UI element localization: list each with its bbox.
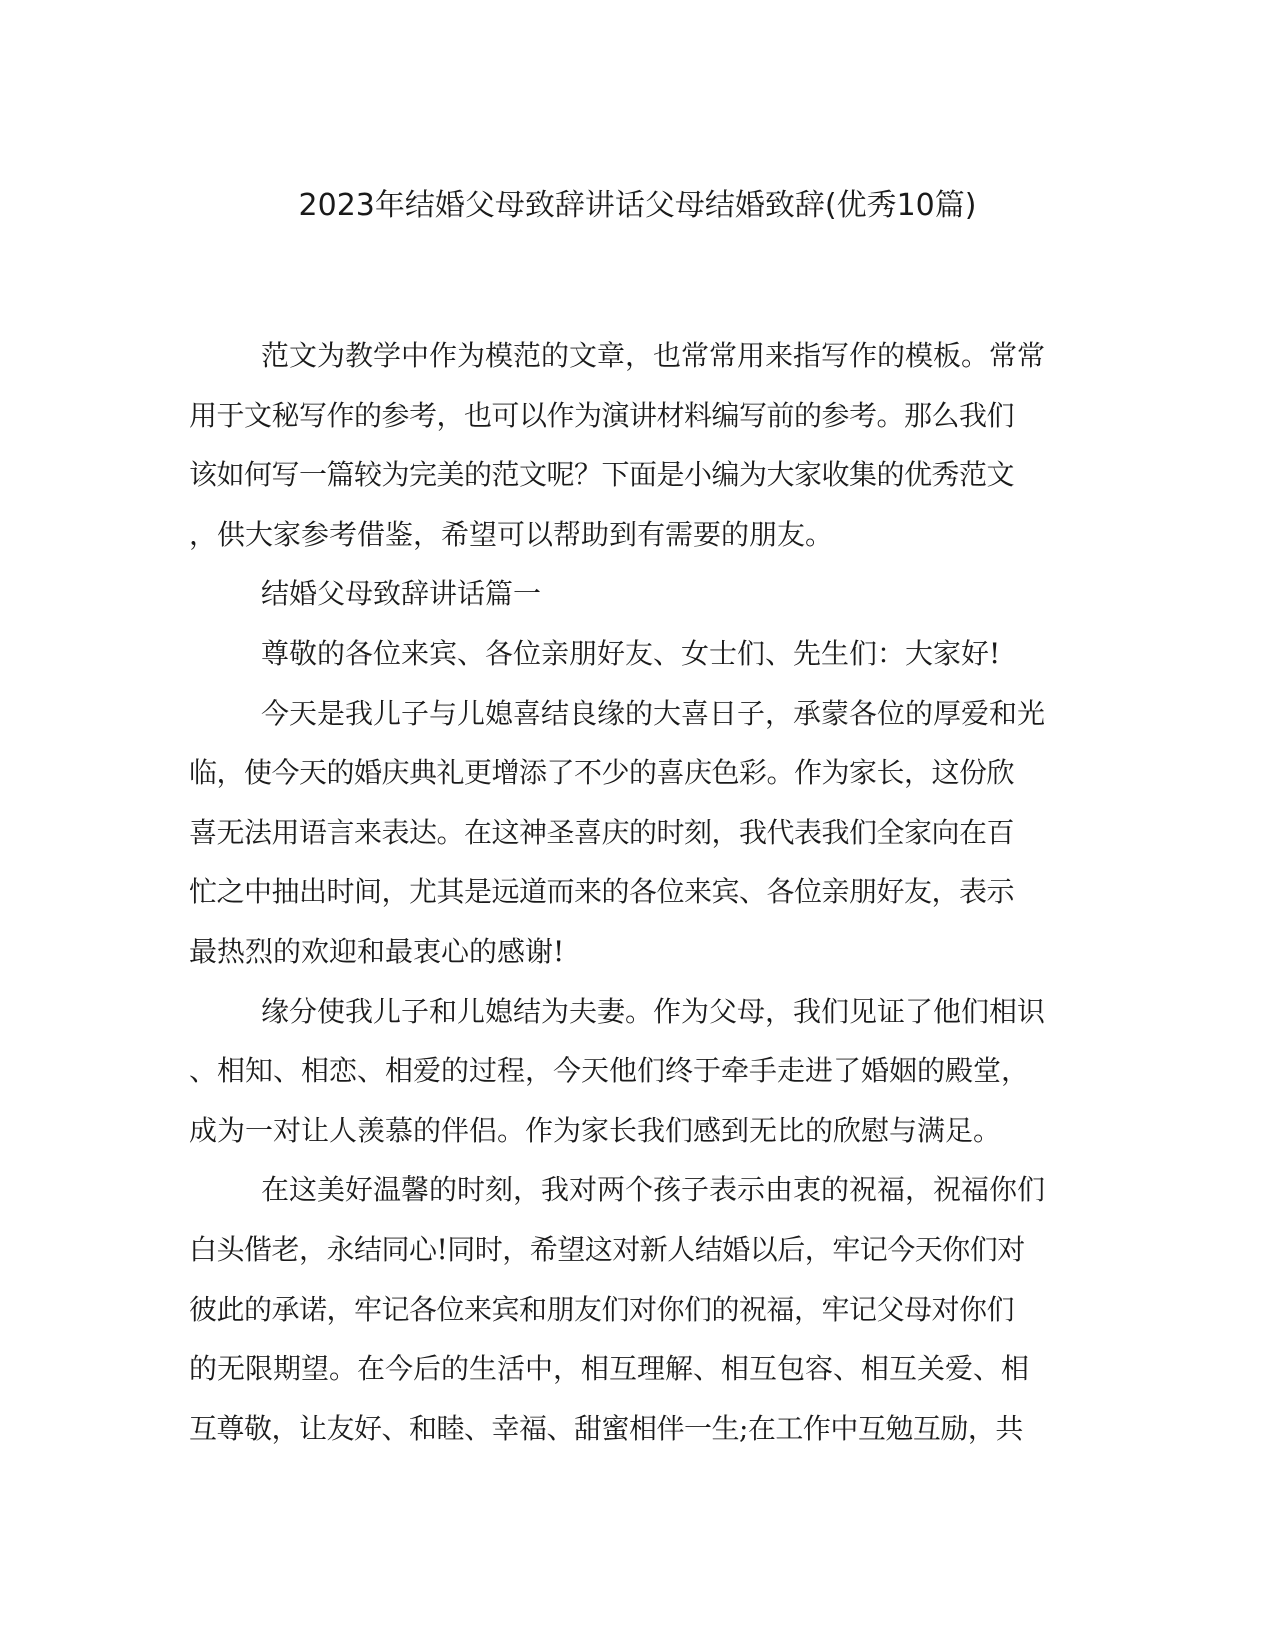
body-line: 范文为教学中作为模范的文章，也常常用来指写作的模板。常常 — [261, 339, 1046, 372]
document-title: 2023年结婚父母致辞讲话父母结婚致辞(优秀10篇) — [298, 188, 977, 223]
body-line: 今天是我儿子与儿媳喜结良缘的大喜日子，承蒙各位的厚爱和光 — [261, 696, 1046, 730]
document-body — [189, 326, 1079, 1458]
body-line: 用于文秘写作的参考，也可以作为演讲材料编写前的参考。那么我们 — [189, 398, 1015, 432]
body-line: 临，使今天的婚庆典礼更增添了不少的喜庆色彩。作为家长，这份欣 — [189, 756, 1015, 790]
body-line: 、相知、相恋、相爱的过程，今天他们终于牵手走进了婚姻的殿堂， — [189, 1054, 1030, 1088]
body-line: 成为一对让人羡慕的伴侣。作为家长我们感到无比的欣慰与满足。 — [189, 1113, 1002, 1147]
body-line: 白头偕老，永结同心!同时，希望这对新人结婚以后，牢记今天你们对 — [189, 1232, 1025, 1266]
body-line: 忙之中抽出时间，尤其是远道而来的各位来宾、各位亲朋好友，表示 — [189, 875, 1015, 909]
body-line: 在这美好温馨的时刻，我对两个孩子表示由衷的祝福，祝福你们 — [261, 1173, 1046, 1207]
body-line: 最热烈的欢迎和最衷心的感谢! — [189, 934, 565, 968]
body-line: 的无限期望。在今后的生活中，相互理解、相互包容、相互关爱、相 — [189, 1352, 1030, 1386]
body-line: 该如何写一篇较为完美的范文呢？下面是小编为大家收集的优秀范文 — [189, 458, 1015, 492]
salutation-line: 尊敬的各位来宾、各位亲朋好友、女士们、先生们：大家好! — [261, 636, 1001, 670]
section-heading: 结婚父母致辞讲话篇一 — [261, 577, 542, 611]
body-line: 缘分使我儿子和儿媳结为夫妻。作为父母，我们见证了他们相识 — [261, 994, 1046, 1028]
body-line: 喜无法用语言来表达。在这神圣喜庆的时刻，我代表我们全家向在百 — [189, 815, 1015, 849]
body-line: 彼此的承诺，牢记各位来宾和朋友们对你们的祝福，牢记父母对你们 — [189, 1292, 1015, 1326]
body-line: 互尊敬，让友好、和睦、幸福、甜蜜相伴一生;在工作中互勉互励，共 — [189, 1411, 1023, 1445]
body-line: ，供大家参考借鉴，希望可以帮助到有需要的朋友。 — [189, 517, 834, 551]
